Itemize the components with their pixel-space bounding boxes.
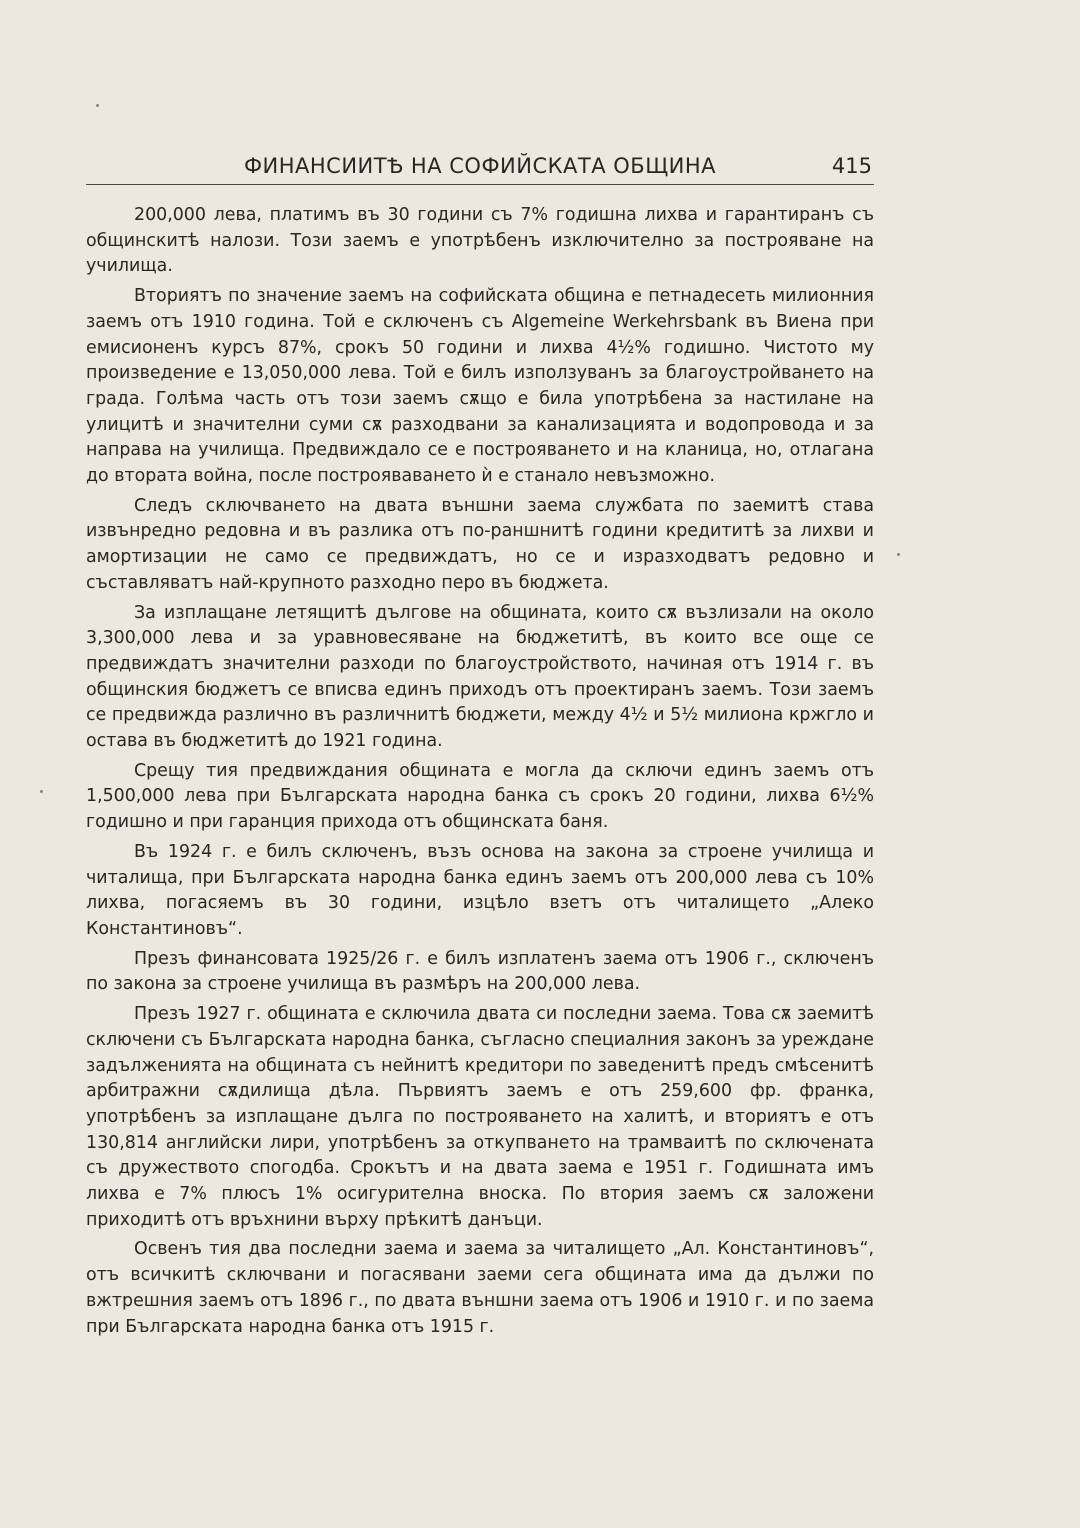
- paragraph-9: Освенъ тия два последни заема и заема за читалището „Ал. Константиновъ“, отъ всичкитѣ сключвани и погасявани заеми сега общината има да дължи по вжтрешния заемъ отъ 1896 г., по двата външни заема отъ 1906 и 1910 г. и по заема при Българската народна банка отъ 1915 г.: [86, 1239, 874, 1337]
- paragraph-8: Презъ 1927 г. общината е сключила двата си последни заема. Това сѫ заемитѣ сключени съ Българската народна банка, съгласно специалния законъ за уреждане задълженията на общината съ нейнитѣ кредитори по заведенитѣ предъ смѣсенитѣ арбитражни сѫдилища дѣла. Първиятъ заемъ е отъ 259,600 фр. франка, употрѣбенъ за изплащане дълга по построяването на халитѣ, и вториятъ е отъ 130,814 английски лири, употрѣбенъ за откупването на трамваитѣ по сключената съ дружеството спогодба. Срокътъ и на двата заема е 1951 г. Годишната имъ лихва е 7% плюсъ 1% осигурителна вноска. По втория заемъ сѫ заложени приходитѣ отъ връхнини върху прѣкитѣ данъци.: [86, 1004, 874, 1230]
- paper-speck: [897, 553, 900, 556]
- running-header: [86, 150, 874, 185]
- paragraph-1: 200,000 лева, платимъ въ 30 години съ 7% годишна лихва и гарантиранъ съ общинскитѣ налози. Този заемъ е употрѣбенъ изключително за построяване на училища.: [86, 205, 874, 277]
- paragraph-7: Презъ финансовата 1925/26 г. е билъ изплатенъ заема отъ 1906 г., сключенъ по закона за строене училища въ размѣръ на 200,000 лева.: [86, 948, 874, 995]
- paragraph-3: Следъ сключването на двата външни заема службата по заемитѣ става извънредно редовна и въ разлика отъ по-раншнитѣ години кредититѣ за лихви и амортизации не само се предвиждатъ, но се и изразходватъ редовно и съставляватъ най-крупното разходно перо въ бюджета.: [86, 495, 874, 593]
- paragraph-6: Въ 1924 г. е билъ сключенъ, възъ основа на закона за строене училища и читалища, при Българската народна банка единъ заемъ отъ 200,000 лева съ 10% лихва, погасяемъ въ 30 години, изцѣло взетъ отъ читалището „Алеко Константиновъ“.: [86, 841, 874, 939]
- paper-speck: [40, 790, 43, 793]
- paragraph-5: Срещу тия предвиждания общината е могла да сключи единъ заемъ отъ 1,500,000 лева при Българската народна банка съ срокъ 20 години, лихва 6½% годишно и при гаранция прихода отъ общинската баня.: [86, 760, 874, 833]
- paper-speck: [96, 104, 99, 107]
- paragraph-4: За изплащане летящитѣ дългове на общината, които сѫ възлизали на около 3,300,000 лева и за уравновесяване на бюджетитѣ, въ които все още се предвиждатъ значителни разходи по благоустройството, начиная отъ 1914 г. въ общинския бюджетъ се вписва единъ приходъ отъ проектиранъ заемъ. Този заемъ се предвижда различно въ различнитѣ бюджети, между 4½ и 5½ милиона кржгло и остава въ бюджетитѣ до 1921 година.: [86, 602, 874, 752]
- header-title: ФИНАНСИИТѢ НА СОФИЙСКАТА ОБЩИНА: [243, 154, 717, 178]
- body-text: [86, 203, 874, 1340]
- page-number: 415: [831, 154, 872, 178]
- paragraph-2: Вториятъ по значение заемъ на софийската община е петнадесеть милионния заемъ отъ 1910 година. Той е сключенъ съ Algemeine Werkehrsbank въ Виена при емисионенъ курсъ 87%, срокъ 50 години и лихва 4½% годишно. Чистото му произведение е 13,050,000 лева. Той е билъ използуванъ за благоустройването на града. Голѣма часть отъ този заемъ сѫщо е била употрѣбена за настилане на улицитѣ и значителни суми сѫ разходвани за канализацията и водопровода и за направа на училища. Предвиждало се е построяването и на кланица, но, отлагана до втората война, после построяваването ѝ е станало невъзможно.: [86, 286, 874, 487]
